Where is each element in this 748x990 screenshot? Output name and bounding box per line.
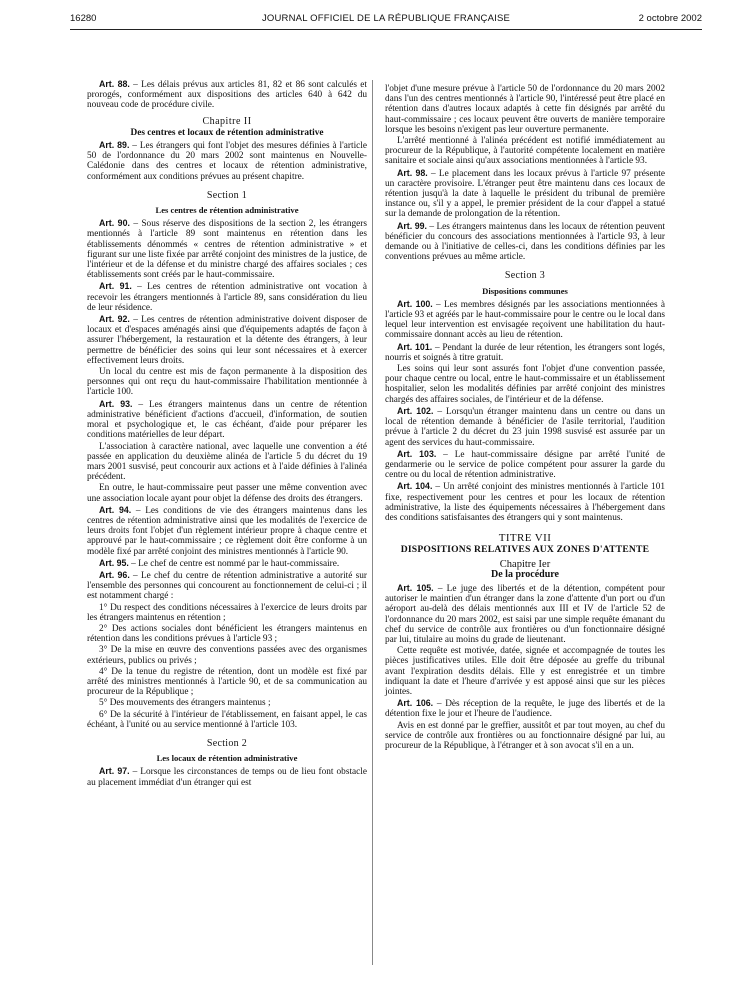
article-96: Art. 96. – Le chef du centre de rétention administrative a autorité sur l'ensemble des personnes qui concourent au fonctionnement de celui-ci ; il est notamment chargé : — [87, 569, 367, 602]
article-103: Art. 103. – Le haut-commissaire désigne par arrêté l'unité de gendarmerie ou le service de police compétent pour assurer la garde du centre ou du local de rétention administrative. — [385, 448, 665, 481]
title-subheading: DISPOSITIONS RELATIVES AUX ZONES D'ATTENTE — [400, 544, 650, 556]
header-rule — [70, 29, 702, 30]
article-106: Art. 106. – Dès réception de la requête, le juge des libertés et de la détention fixe le jour et l'heure de l'audience. — [385, 698, 665, 720]
list-item: 5° Des mouvements des étrangers maintenus ; — [99, 698, 271, 709]
article-104: Art. 104. – Un arrêté conjoint des ministres mentionnés à l'article 101 fixe, respectivement pour les centres et pour les locaux de rétention administrative, la liste des équipements nécessaires à l'hébergement dans des conditions satisfaisantes des étrangers qui y sont maintenus. — [385, 481, 665, 523]
page-number: 16280 — [70, 13, 97, 24]
chapter-title: De la procédure — [491, 568, 559, 580]
article-88: Art. 88. – Les délais prévus aux articles 81, 82 et 86 sont calculés et prorogés, conformément aux dispositions des articles 640 à 642 du nouveau code de procédure civile. — [87, 79, 368, 111]
list-item: 3° De la mise en œuvre des conventions passées avec des organismes extérieurs, publics ou privés ; — [87, 645, 367, 666]
list-item: 4° De la tenue du registre de rétention, dont un modèle est fixé par arrêté des ministres mentionnés à l'article 90, et de sa communication au procureur de la République ; — [87, 666, 367, 698]
paragraph: Les soins qui leur sont assurés font l'objet d'une convention passée, pour chaque centre ou local, entre le haut-commissaire et un établissement hospitalier, selon les modalités définies par arrêté conjoint des ministres chargés des affaires sociales, de l'intérieur et de la défense. — [385, 364, 665, 405]
page-header — [70, 13, 702, 27]
article-93: Art. 93. – Les étrangers maintenus dans un centre de rétention administrative bénéficient d'actions d'accueil, d'information, de soutien moral et psychologique et, le cas échéant, d'aide pour préparer les conditions matérielles de leur départ. — [87, 398, 368, 441]
chapter-heading: Chapitre Ier — [499, 558, 551, 570]
article-90: Art. 90. – Sous réserve des dispositions de la section 2, les étrangers mentionnés à l'article 89 sont maintenus en rétention dans les établissements dénommés « centres de rétention administrative » et figurant sur une liste fixée par arrêté conjoint des ministres de la justice, de l'intérieur et de la défense et du ministre chargé des affaires sociales ; ces établissements sont créés par le haut-commissaire. — [87, 218, 367, 281]
list-item: 1° Du respect des conditions nécessaires à l'exercice de leurs droits par les étrangers maintenus en rétention ; — [87, 602, 367, 623]
paragraph: L'arrêté mentionné à l'alinéa précédent est notifié immédiatement au procureur de la République, à l'autorité compétente localement en matière sanitaire et sociale ainsi qu'aux associations mentionnées à l'article 93. — [385, 136, 665, 167]
list-item: 6° De la sécurité à l'intérieur de l'établissement, en faisant appel, le cas échéant, à l'unité ou au service mentionné à l'article 103. — [87, 709, 367, 730]
issue-date: 2 octobre 2002 — [638, 13, 702, 24]
journal-title: JOURNAL OFFICIEL DE LA RÉPUBLIQUE FRANÇAISE — [261, 13, 511, 24]
column-divider — [372, 80, 373, 965]
article-102: Art. 102. – Lorsqu'un étranger maintenu dans un centre ou dans un local de rétention demande à bénéficier de l'asile territorial, l'audition prévue à l'article 2 du décret du 23 juin 1998 susvisé est assurée par un agent des services du haut-commissaire. — [385, 405, 665, 448]
list-item: 2° Des actions sociales dont bénéficient les étrangers maintenus en rétention dans les conditions prévues à l'article 93 ; — [87, 623, 367, 645]
article-101: Art. 101. – Pendant la durée de leur rétention, les étrangers sont logés, nourris et soignés à titre gratuit. — [385, 341, 666, 363]
article-97: Art. 97. – Lorsque les circonstances de temps ou de lieu font obstacle au placement immédiat d'un étranger qui est — [87, 766, 367, 788]
section-heading: Section 3 — [504, 270, 546, 282]
article-100: Art. 100. – Les membres désignés par les associations mentionnées à l'article 93 et agréés par le haut-commissaire pour le centre ou le local dans lequel leur intervention est envisagée reçoivent une habilitation du haut-commissaire donnant accès au lieu de rétention. — [385, 298, 666, 341]
section-title: Les locaux de rétention administrative — [156, 753, 298, 764]
article-95: Art. 95. – Le chef de centre est nommé par le haut-commissaire. — [99, 557, 340, 569]
paragraph: L'association à caractère national, avec laquelle une convention a été passée en application du deuxième alinéa de l'article 5 du décret du 19 mars 2001 susvisé, peut concourir aux actions et à l'aide définies à l'alinéa précédent. — [87, 441, 367, 483]
paragraph: Cette requête est motivée, datée, signée et accompagnée de toutes les pièces justificatives utiles. Elle doit être déposée au greffe du tribunal avant l'expiration desdits délais. Elle y est enregistrée et un timbre indiquant la date et l'heure d'arrivée y est apposé ainsi que sur les pièces jointes. — [385, 646, 665, 697]
paragraph: En outre, le haut-commissaire peut passer une même convention avec une association locale ayant pour objet la défense des droits des étrangers. — [87, 483, 367, 504]
article-98: Art. 98. – Le placement dans les locaux prévus à l'article 97 présente un caractère provisoire. L'étranger peut être maintenu dans ces locaux de rétention jusqu'à la date à laquelle le président du tribunal de première instance ou, s'il y a appel, le premier président de la cour d'appel a statué sur la demande de prolongation de la rétention. — [385, 167, 665, 220]
right-column — [385, 84, 665, 752]
section-title: Les centres de rétention administrative — [155, 205, 299, 216]
article-92: Art. 92. – Les centres de rétention administrative doivent disposer de locaux et d'espaces aménagés ainsi que d'équipements adaptés de façon à assurer l'hébergement, la restauration et la détente des étrangers, à leur permettre de bénéficier des soins qui leur sont nécessaires et à exercer effectivement leurs droits. — [87, 314, 367, 366]
section-heading: Section 1 — [206, 189, 248, 201]
title-heading: TITRE VII — [498, 532, 552, 545]
chapter-heading: Chapitre II — [202, 115, 252, 127]
article-105: Art. 105. – Le juge des libertés et de la détention, compétent pour autoriser le maintien d'un étranger dans la zone d'attente d'un port ou d'un aéroport au-delà des délais mentionnés aux III et IV de l'article 52 de l'ordonnance du 20 mars 2002, est saisi par une simple requête émanant du chef du service de contrôle aux frontières ou d'un fonctionnaire désigné par lui, titulaire au moins du grade de lieutenant. — [385, 582, 665, 645]
article-94: Art. 94. – Les conditions de vie des étrangers maintenus dans les centres de rétention administrative ainsi que les modalités de l'exercice de leurs droits font l'objet d'un règlement intérieur propre à chaque centre et approuvé par le haut-commissaire ; ce règlement doit être conforme à un modèle fixé par arrêté conjoint des ministres mentionnés à l'article 90. — [87, 504, 367, 557]
article-89: Art. 89. – Les étrangers qui font l'objet des mesures définies à l'article 50 de l'ordonnance du 20 mars 2002 sont maintenus en Nouvelle-Calédonie dans des centres et locaux de rétention administrative, conformément aux conditions prévues au présent chapitre. — [87, 140, 367, 182]
article-91: Art. 91. – Les centres de rétention administrative ont vocation à recevoir les étrangers mentionnés à l'article 89, sans considération du lieu de leur résidence. — [87, 281, 367, 313]
section-heading: Section 2 — [206, 737, 248, 749]
article-99: Art. 99. – Les étrangers maintenus dans les locaux de rétention peuvent bénéficier du concours des associations mentionnées à l'article 93, à leur demande ou à l'initiative de celles-ci, dans les conditions définies par les conventions prévues au même article. — [385, 220, 665, 263]
section-title: Dispositions communes — [482, 285, 568, 296]
paragraph: Avis en est donné par le greffier, aussitôt et par tout moyen, au chef du service de contrôle aux frontières ou au fonctionnaire désigné par lui, au procureur de la République, à l'étranger et à son avocat s'il en a un. — [385, 720, 665, 751]
chapter-title: Des centres et locaux de rétention administrative — [130, 127, 324, 138]
paragraph: Un local du centre est mis de façon permanente à la disposition des personnes qui ont reçu du haut-commissaire l'habilitation mentionnée à l'article 100. — [87, 367, 367, 398]
left-column — [87, 79, 367, 789]
paragraph: l'objet d'une mesure prévue à l'article 50 de l'ordonnance du 20 mars 2002 dans l'un des centres mentionnés à l'article 90, l'intéressé peut être placé en rétention dans d'autres locaux adaptés à cette fin désignés par arrêté du haut-commissaire ; ces locaux peuvent être ouverts de manière temporaire lorsque les besoins n'exigent pas leur ouverture permanente. — [385, 84, 665, 135]
